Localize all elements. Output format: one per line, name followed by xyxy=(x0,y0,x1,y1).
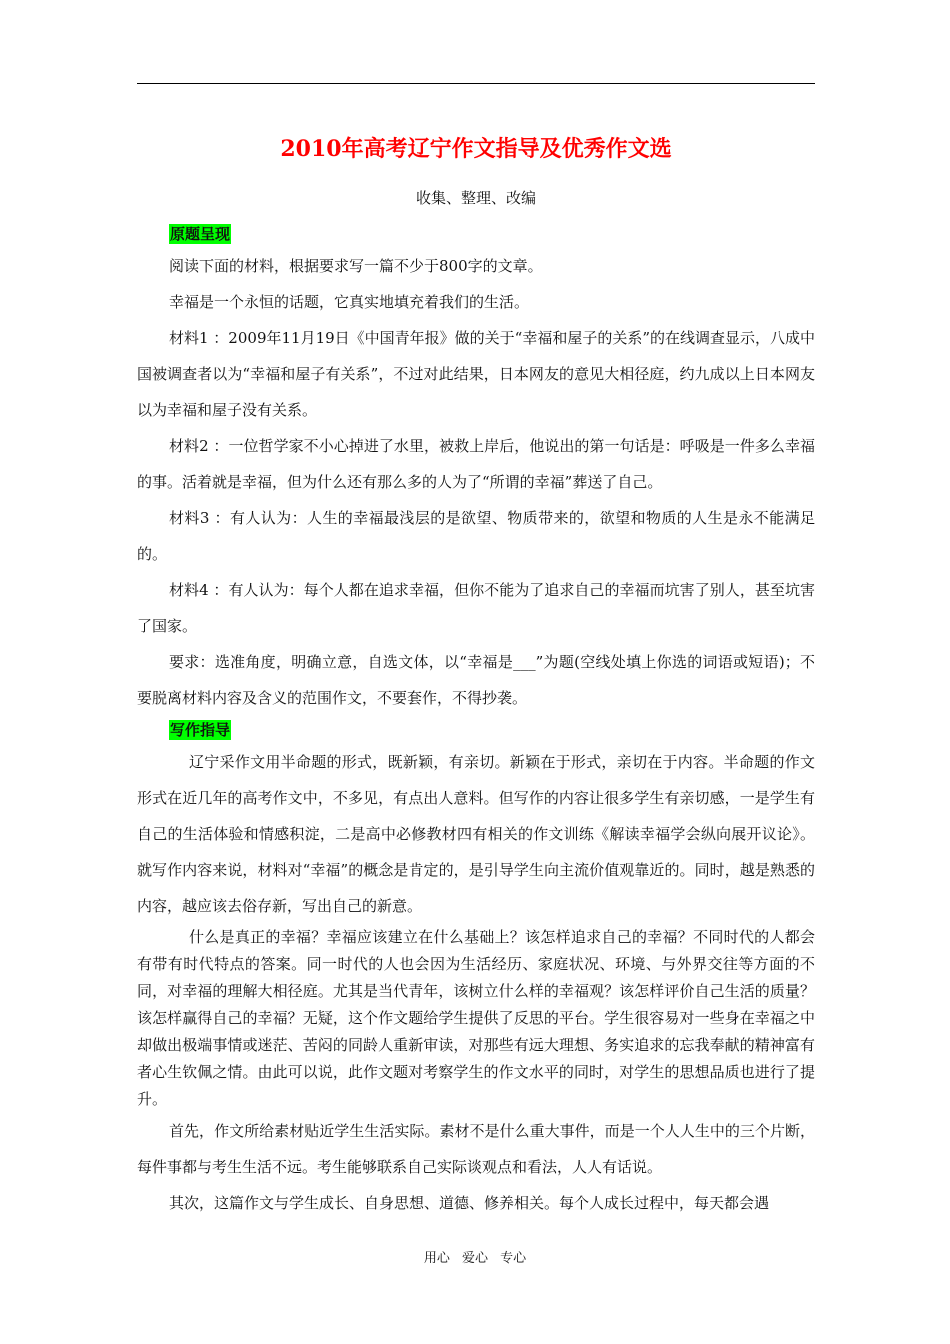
document-subtitle: 收集、整理、改编 xyxy=(415,189,536,207)
document-title: 2010年高考辽宁作文指导及优秀作文选 xyxy=(280,136,672,162)
section-heading-guide xyxy=(137,716,815,744)
paragraph-requirements: 要求：选准角度，明确立意，自选文体，以“幸福是___”为题(空线处填上你选的词语或短语)；不要脱离材料内容及含义的范围作文，不要套作，不得抄袭。 xyxy=(137,653,815,707)
highlighted-heading: 写作指导 xyxy=(170,721,231,739)
paragraph-material-1: 材料1 ：2009年11月19日《中国青年报》做的关于“幸福和屋子的关系”的在线调查显示，八成中国被调查者以为“幸福和屋子有关系”，不过对此结果，日本网友的意见大相径庭，约九成以上日本网友以为幸福和屋子没有关系。 xyxy=(137,329,815,419)
paragraph-guide-4: 其次，这篇作文与学生成长、自身思想、道德、修养相关。每个人成长过程中，每天都会遇 xyxy=(169,1194,770,1212)
header-rule xyxy=(137,83,815,84)
paragraph-material-2: 材料2 ：一位哲学家不小心掉进了水里，被救上岸后，他说出的第一句话是：呼吸是一件多么幸福的事。活着就是幸福，但为什么还有那么多的人为了“所谓的幸福”葬送了自己。 xyxy=(137,437,815,491)
paragraph-intro: 幸福是一个永恒的话题，它真实地填充着我们的生活。 xyxy=(169,293,530,311)
paragraph-guide-1: 辽宁采作文用半命题的形式，既新颖，有亲切。新颖在于形式，亲切在于内容。半命题的作文形式在近几年的高考作文中，不多见，有点出人意料。但写作的内容让很多学生有亲切感，一是学生有自己的生活体验和情感积淀，二是高中必修教材四有相关的作文训练《解读幸福学会纵向展开议论》。就写作内容来说，材料对“幸福”的概念是肯定的，是引导学生向主流价值观靠近的。同时，越是熟悉的内容，越应该去俗存新，写出自己的新意。 xyxy=(137,753,815,915)
highlighted-heading: 原题呈现 xyxy=(170,225,231,243)
paragraph-material-4: 材料4 ：有人认为：每个人都在追求幸福，但你不能为了追求自己的幸福而坑害了别人，甚至坑害了国家。 xyxy=(137,581,815,635)
paragraph-instruction: 阅读下面的材料，根据要求写一篇不少于800字的文章。 xyxy=(169,257,543,275)
document-body xyxy=(137,220,815,1221)
section-heading-original xyxy=(137,220,815,248)
page-footer: 用心 爱心 专心 xyxy=(423,1251,527,1266)
paragraph-guide-2: 什么是真正的幸福？幸福应该建立在什么基础上？该怎样追求自己的幸福？不同时代的人都会有带有时代特点的答案。同一时代的人也会因为生活经历、家庭状况、环境、与外界交往等方面的不同，对幸福的理解大相径庭。尤其是当代青年，该树立什么样的幸福观？该怎样评价自己生活的质量？该怎样赢得自己的幸福？无疑，这个作文题给学生提供了反思的平台。学生很容易对一些身在幸福之中却做出极端事情或迷茫、苦闷的同龄人重新审读，对那些有远大理想、务实追求的忘我奉献的精神富有者心生钦佩之情。由此可以说，此作文题对考察学生的作文水平的同时，对学生的思想品质也进行了提升。 xyxy=(137,928,815,1108)
paragraph-guide-3: 首先，作文所给素材贴近学生生活实际。素材不是什么重大事件，而是一个人人生中的三个片断，每件事都与考生生活不远。考生能够联系自己实际谈观点和看法，人人有话说。 xyxy=(137,1122,815,1176)
paragraph-material-3: 材料3 ：有人认为：人生的幸福最浅层的是欲望、物质带来的，欲望和物质的人生是永不能满足的。 xyxy=(137,509,815,563)
